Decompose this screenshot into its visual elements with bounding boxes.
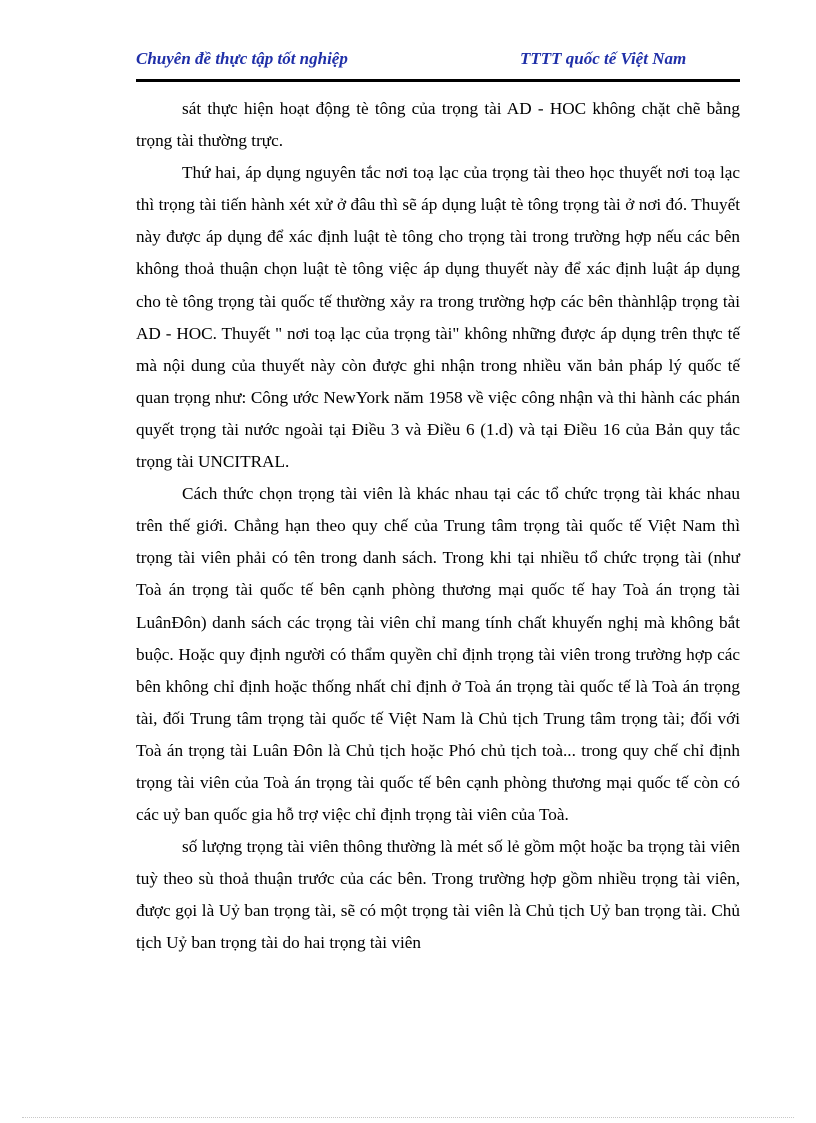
page-bottom-border xyxy=(22,1117,794,1118)
header-right-title: TTTT quốc tế Việt Nam xyxy=(520,49,687,68)
page-header xyxy=(136,46,740,82)
paragraph-3: Cách thức chọn trọng tài viên là khác nhau tại các tổ chức trọng tài khác nhau trên thế giới. Chẳng hạn theo quy chế của Trung tâm trọng tài quốc tế Việt Nam thì trọng tài viên phải có tên trong danh sách. Trong khi tại nhiều tổ chức trọng tài (như Toà án trọng tài quốc tế bên cạnh phòng thương mại quốc tế hay Toà án trọng tài LuânĐôn) danh sách các trọng tài viên chỉ mang tính chất khuyến nghị mà không bắt buộc. Hoặc quy định người có thẩm quyền chỉ định trọng tài viên trong trường hợp các bên không chỉ định hoặc thống nhất chỉ định ở Toà án trọng tài quốc tế là Toà án trọng tài, đối Trung tâm trọng tài quốc tế Việt Nam là Chủ tịch Trung tâm trọng tài; đối với Toà án trọng tài Luân Đôn là Chủ tịch hoặc Phó chủ tịch toà... trong quy chế chỉ định trọng tài viên của Toà án trọng tài quốc tế bên cạnh phòng thương mại quốc tế còn có các uỷ ban quốc gia hỗ trợ việc chỉ định trọng tài viên của Toà. xyxy=(136,484,740,825)
header-divider xyxy=(136,79,740,82)
paragraph-1: sát thực hiện hoạt động tè tông của trọng tài AD - HOC không chặt chẽ bằng trọng tài thường trực. xyxy=(136,99,740,151)
paragraph-4: số lượng trọng tài viên thông thường là mét số lẻ gồm một hoặc ba trọng tài viên tuỳ theo sù thoả thuận trước của các bên. Trong trường hợp gồm nhiều trọng tài viên, được gọi là Uỷ ban trọng tài, sẽ có một trọng tài viên là Chủ tịch Uỷ ban trọng tài. Chủ tịch Uỷ ban trọng tài do hai trọng tài viên xyxy=(136,837,740,953)
header-left-title: Chuyên đề thực tập tốt nghiệp xyxy=(136,49,348,68)
document-body xyxy=(136,93,740,960)
paragraph-2: Thứ hai, áp dụng nguyên tắc nơi toạ lạc của trọng tài theo học thuyết nơi toạ lạc thì trọng tài tiến hành xét xử ở đâu thì sẽ áp dụng luật tè tông trọng tài ở nơi đó. Thuyết này được áp dụng để xác định luật tè tông cho trọng tài trong trường hợp nếu các bên không thoả thuận chọn luật tè tông việc áp dụng thuyết này để xác định luật áp dụng cho tè tông trọng tài quốc tế thường xảy ra trong trường hợp các bên thànhlập trọng tài AD - HOC. Thuyết " nơi toạ lạc của trọng tài" không những được áp dụng trên thực tế mà nội dung của thuyết này còn được ghi nhận trong nhiều văn bản pháp lý quốc tế quan trọng như: Công ước NewYork năm 1958 về việc công nhận và thi hành các phán quyết trọng tài nước ngoài tại Điều 3 và Điều 6 (1.d) và tại Điều 16 của Bản quy tắc trọng tài UNCITRAL. xyxy=(136,163,740,472)
